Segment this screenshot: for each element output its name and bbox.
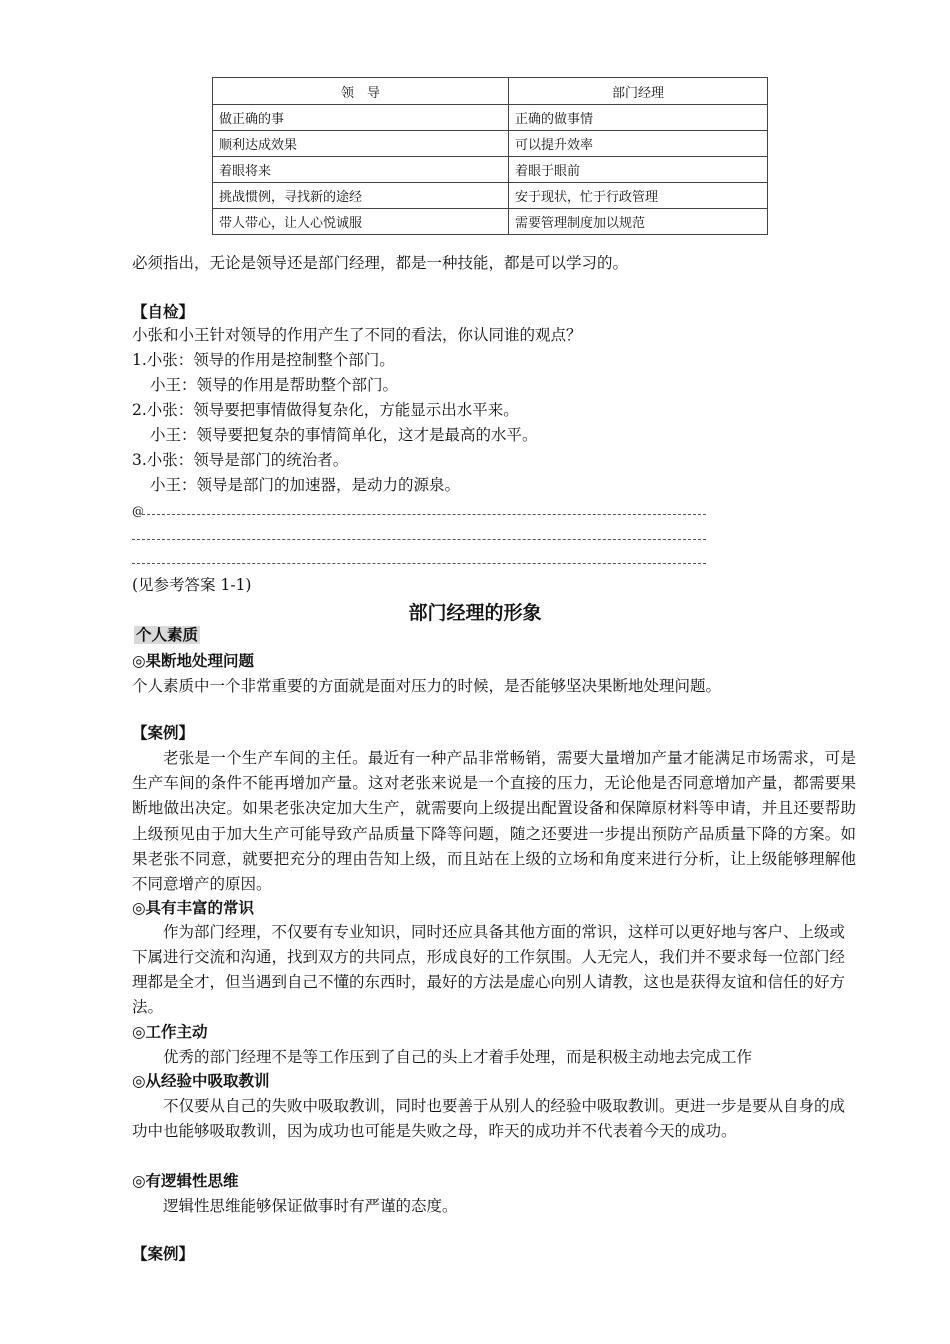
- item-heading: ◎工作主动: [132, 1023, 208, 1041]
- note-text: 必须指出，无论是领导还是部门经理，都是一种技能，都是可以学习的。: [132, 254, 629, 272]
- item-heading: ◎具有丰富的常识: [132, 899, 255, 917]
- comparison-table: [212, 77, 768, 235]
- self-check-line: 小王：领导要把复杂的事情简单化，这才是最高的水平。: [150, 426, 538, 444]
- self-check-line: 小王：领导是部门的加速器，是动力的源泉。: [150, 476, 461, 494]
- answer-line: [132, 539, 706, 540]
- self-check-line: 2.小张：领导要把事情做得复杂化，方能显示出水平来。: [132, 401, 519, 419]
- self-check-line: 小王：领导的作用是帮助整个部门。: [150, 376, 399, 394]
- table-cell: 顺利达成效果: [213, 131, 509, 157]
- answer-line: [142, 514, 706, 515]
- subsection-heading: [134, 624, 200, 646]
- table-cell: 正确的做事情: [509, 105, 768, 131]
- item-heading: ◎有逻辑性思维: [132, 1172, 239, 1190]
- table-cell: 需要管理制度加以规范: [509, 209, 768, 235]
- item-heading: ◎从经验中吸取教训: [132, 1072, 270, 1090]
- self-check-line: 3.小张：领导是部门的统治者。: [132, 451, 349, 469]
- self-check-question: 小张和小王针对领导的作用产生了不同的看法，你认同谁的观点？: [132, 326, 582, 344]
- item-heading: ◎果断地处理问题: [132, 652, 255, 670]
- case-text: 老张是一个生产车间的主任。最近有一种产品非常畅销，需要大量增加产量才能满足市场需求，可是生产车间的条件不能再增加产量。这对老张来说是一个直接的压力，无论他是否同意增加产量，都需要果断地做出决定。如果老张决定加大生产，就需要向上级提出配置设备和保障原材料等申请，并且还要帮助上级预见由于加大生产可能导致产品质量下降等问题，随之还要进一步提出预防产品质量下降的方案。如果老张不同意，就要把充分的理由告知上级，而且站在上级的立场和角度来进行分析，让上级能够理解他不同意增产的原因。: [132, 749, 856, 894]
- table-cell: 挑战惯例，寻找新的途经: [213, 183, 509, 209]
- table-header-row: [213, 78, 768, 105]
- case-heading: 【案例】: [132, 724, 195, 742]
- table-row: [213, 183, 768, 209]
- item-text: 优秀的部门经理不是等工作压到了自己的头上才着手处理，而是积极主动地去完成工作: [163, 1048, 753, 1066]
- table-cell: 着眼于眼前: [509, 157, 768, 183]
- self-check-heading: 【自检】: [132, 303, 195, 321]
- reference-answer: (见参考答案 1-1): [132, 576, 252, 594]
- header-manager: 部门经理: [509, 78, 768, 105]
- table-cell: 着眼将来: [213, 157, 509, 183]
- answer-marker: @: [132, 504, 144, 518]
- answer-line: [132, 563, 706, 564]
- self-check-line: 1.小张：领导的作用是控制整个部门。: [132, 351, 395, 369]
- table-row: [213, 105, 768, 131]
- subsection-label: 个人素质: [136, 626, 199, 644]
- item-text: 不仅要从自己的失败中吸取教训，同时也要善于从别人的经验中吸取教训。更进一步是要从自身的成功中也能够吸取教训，因为成功也可能是失败之母，昨天的成功并不代表着今天的成功。: [132, 1097, 846, 1140]
- section-title: 部门经理的形象: [408, 602, 542, 624]
- item-text: 个人素质中一个非常重要的方面就是面对压力的时候，是否能够坚决果断地处理问题。: [132, 677, 722, 695]
- header-leader: 领 导: [213, 78, 509, 105]
- table-cell: 带人带心，让人心悦诚服: [213, 209, 509, 235]
- table-cell: 可以提升效率: [509, 131, 768, 157]
- table-row: [213, 131, 768, 157]
- case-heading: 【案例】: [132, 1245, 195, 1263]
- table-cell: 安于现状，忙于行政管理: [509, 183, 768, 209]
- table-row: [213, 157, 768, 183]
- item-text: 逻辑性思维能够保证做事时有严谨的态度。: [163, 1197, 458, 1215]
- item-text: 作为部门经理，不仅要有专业知识，同时还应具备其他方面的常识，这样可以更好地与客户、上级或下属进行交流和沟通，找到双方的共同点，形成良好的工作氛围。人无完人，我们并不要求每一位部门经理都是全才，但当遇到自己不懂的东西时，最好的方法是虚心向别人请教，这也是获得友谊和信任的好方法。: [132, 923, 846, 1016]
- table-cell: 做正确的事: [213, 105, 509, 131]
- table-row: [213, 209, 768, 235]
